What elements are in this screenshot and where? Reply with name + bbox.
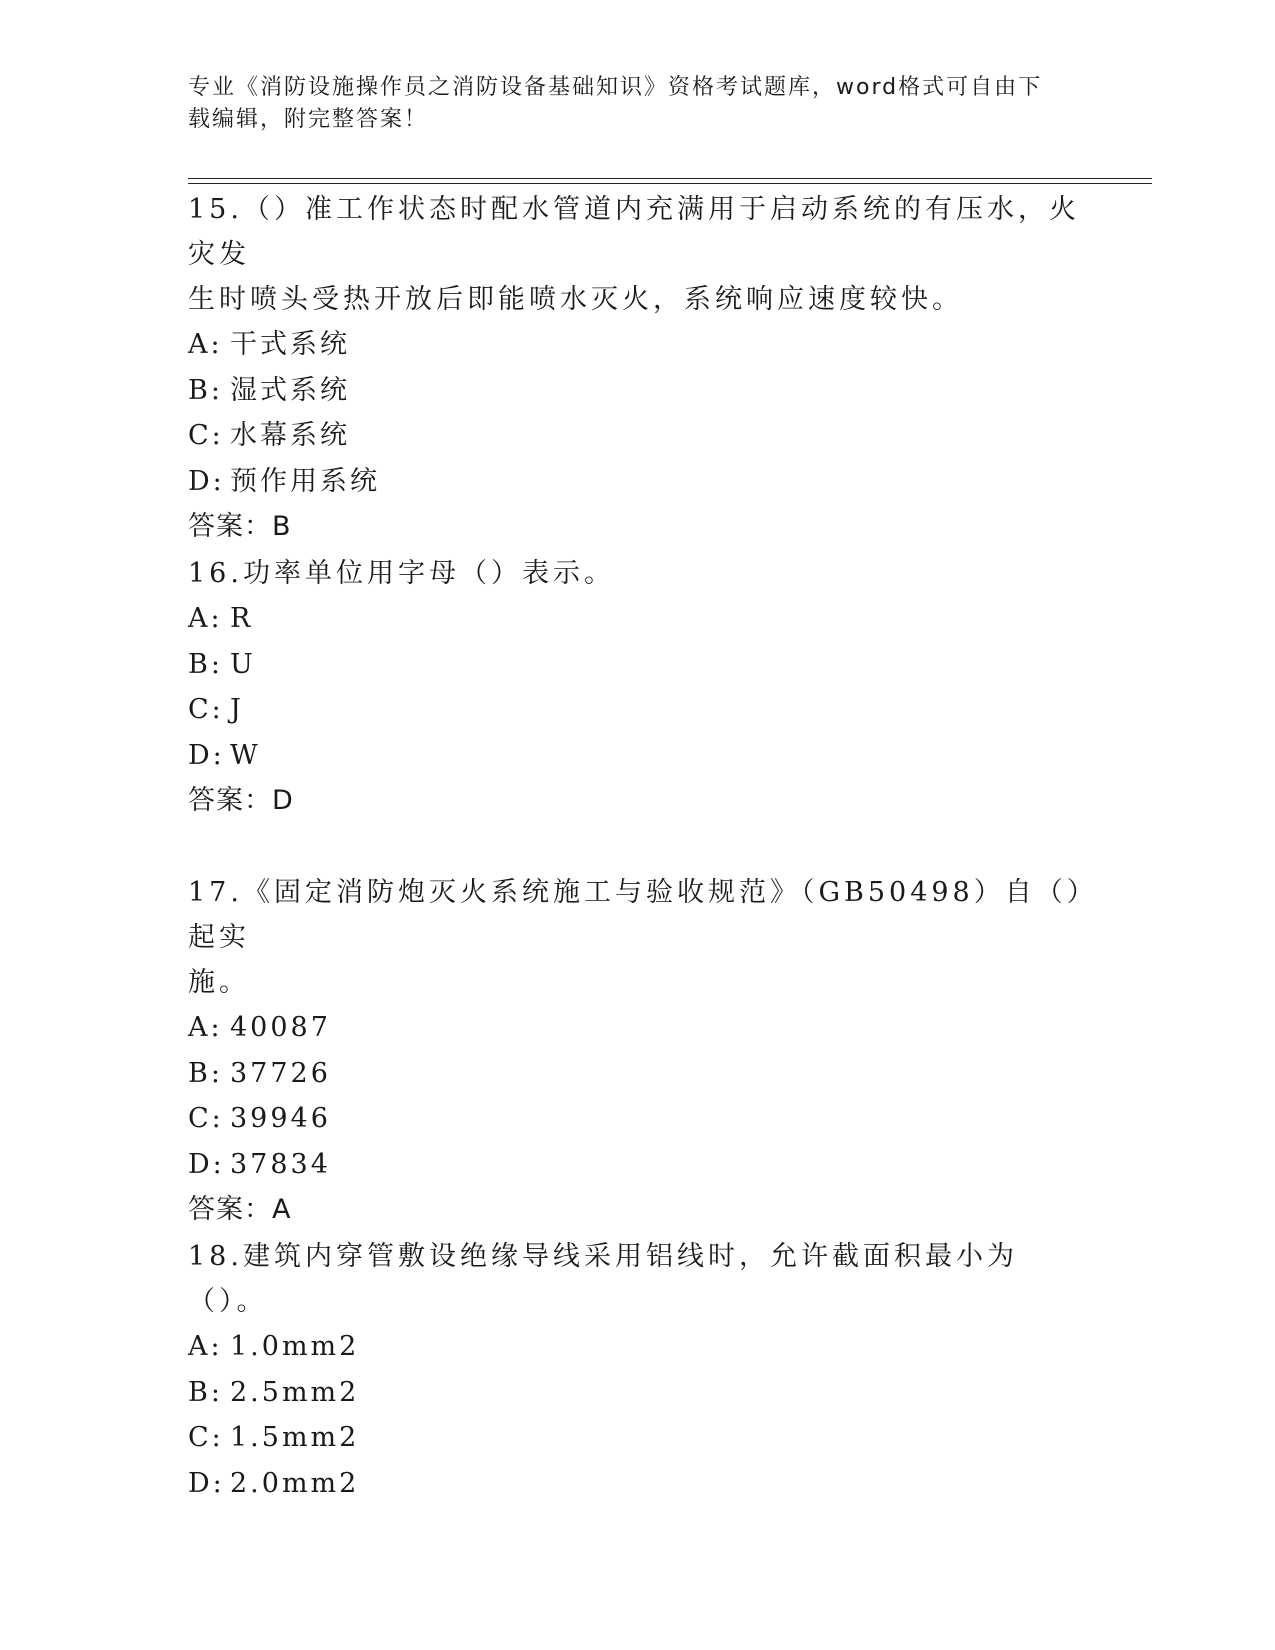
option-letter: A: <box>188 1012 223 1043</box>
question-text-line-1: 17.《固定消防炮灭火系统施工与验收规范》（GB50498）自（）起实 <box>188 877 1085 953</box>
option-text: 39946 <box>230 1103 331 1134</box>
option-b <box>188 1370 1088 1416</box>
option-letter: C: <box>188 1103 224 1134</box>
option-c <box>188 687 1088 733</box>
option-a <box>188 322 1088 368</box>
option-text: U <box>230 648 256 680</box>
question-16 <box>188 551 1088 823</box>
option-d <box>188 1461 1088 1507</box>
option-text: 2.5mm2 <box>230 1376 360 1408</box>
question-text-line-2: 生时喷头受热开放后即能喷水灭火，系统响应速度较快。 <box>188 284 963 315</box>
option-text: 40087 <box>230 1012 331 1043</box>
option-c <box>188 413 1088 459</box>
option-b <box>188 368 1088 414</box>
question-18 <box>188 1234 1088 1506</box>
option-b <box>188 1051 1088 1097</box>
option-letter: D: <box>188 465 225 497</box>
option-d <box>188 1142 1088 1188</box>
option-text: 1.5mm2 <box>230 1422 360 1453</box>
document-header <box>188 72 1088 136</box>
option-text: J <box>230 694 244 725</box>
option-letter: D: <box>188 739 225 771</box>
answer-line: 答案：D <box>188 785 294 816</box>
option-letter: D: <box>188 1148 225 1180</box>
option-a <box>188 596 1088 642</box>
header-divider-top <box>188 178 1152 179</box>
answer-line: 答案：A <box>188 1194 292 1225</box>
option-text: W <box>230 739 261 771</box>
option-letter: D: <box>188 1467 225 1499</box>
option-text: 1.0mm2 <box>230 1331 360 1362</box>
question-17 <box>188 870 1088 1232</box>
option-text: 预作用系统 <box>230 465 380 497</box>
question-text-line-1: 18.建筑内穿管敷设绝缘导线采用铝线时，允许截面积最小为（）。 <box>188 1241 1018 1317</box>
question-15 <box>188 187 1088 549</box>
question-text-line-1: 15.（）准工作状态时配水管道内充满用于启动系统的有压水，火灾发 <box>188 194 1080 270</box>
option-text: R <box>230 603 254 634</box>
option-letter: C: <box>188 694 224 725</box>
option-letter: B: <box>188 374 223 406</box>
answer-line: 答案：B <box>188 511 292 542</box>
option-c <box>188 1096 1088 1142</box>
option-a <box>188 1324 1088 1370</box>
option-letter: C: <box>188 1422 224 1453</box>
option-letter: A: <box>188 329 223 360</box>
option-text: 37834 <box>230 1148 331 1180</box>
option-text: 水幕系统 <box>230 420 350 451</box>
question-text-line-1: 16.功率单位用字母（）表示。 <box>188 558 615 589</box>
option-d <box>188 733 1088 779</box>
option-d <box>188 459 1088 505</box>
option-a <box>188 1005 1088 1051</box>
option-letter: A: <box>188 1331 223 1362</box>
question-text-line-2: 施。 <box>188 967 250 998</box>
option-letter: B: <box>188 648 223 680</box>
header-line-1: 专业《消防设施操作员之消防设备基础知识》资格考试题库，word格式可自由下 <box>188 75 1043 100</box>
header-line-2: 载编辑，附完整答案！ <box>188 107 429 132</box>
option-text: 2.0mm2 <box>230 1467 360 1499</box>
option-text: 湿式系统 <box>230 374 350 406</box>
option-letter: A: <box>188 603 223 634</box>
option-text: 37726 <box>230 1057 331 1089</box>
option-text: 干式系统 <box>230 329 350 360</box>
option-c <box>188 1415 1088 1461</box>
option-letter: B: <box>188 1376 223 1408</box>
option-letter: C: <box>188 420 224 451</box>
option-letter: B: <box>188 1057 223 1089</box>
option-b <box>188 642 1088 688</box>
header-divider-bottom <box>188 183 1152 184</box>
